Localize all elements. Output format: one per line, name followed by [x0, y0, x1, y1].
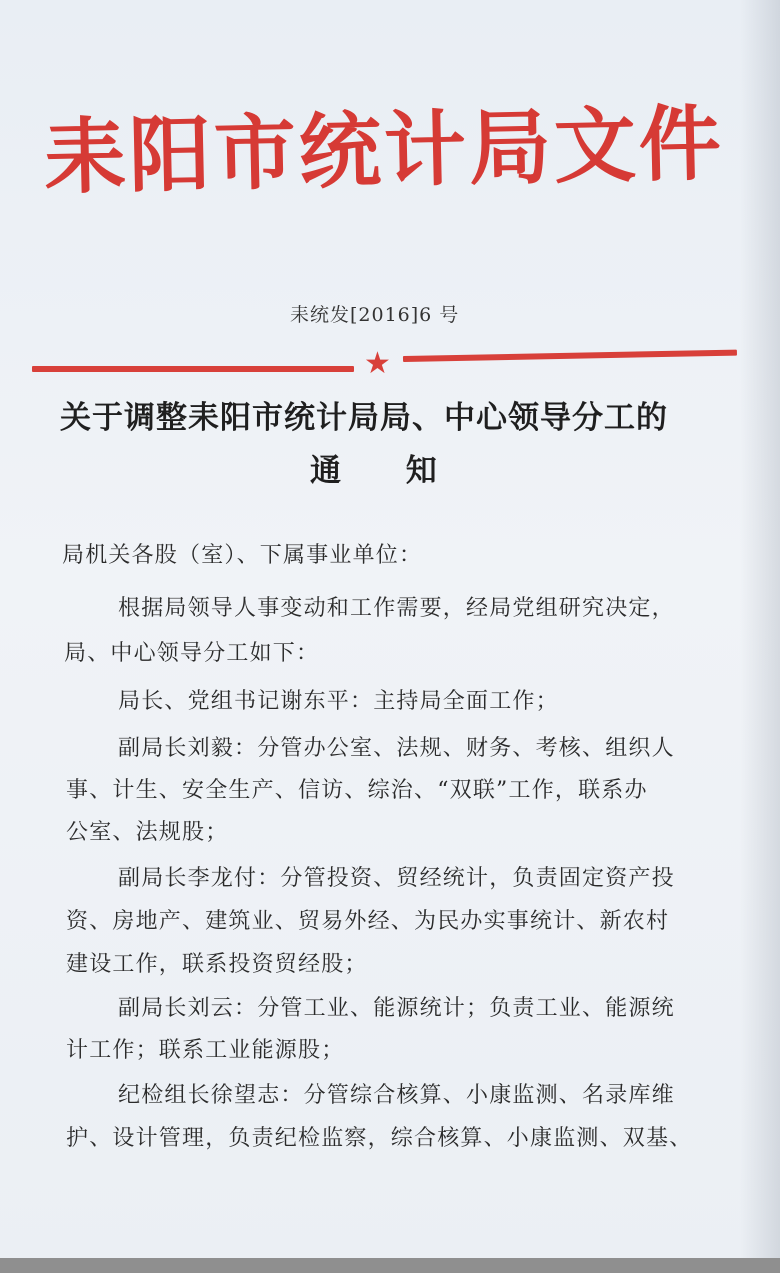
red-rule-right — [403, 350, 737, 362]
page-shadow — [740, 0, 780, 1273]
bottom-edge — [0, 1258, 780, 1273]
notice-title-line-1: 关于调整耒阳市统计局局、中心领导分工的 — [60, 400, 668, 436]
body-line: 局机关各股（室）、下属事业单位： — [62, 543, 423, 568]
body-line: 资、房地产、建筑业、贸易外经、为民办实事统计、新农村 — [66, 909, 670, 934]
body-line: 公室、法规股； — [66, 820, 229, 845]
red-rule-left — [32, 366, 354, 372]
body-line: 局长、党组书记谢东平：主持局全面工作； — [118, 689, 559, 714]
body-line: 根据局领导人事变动和工作需要，经局党组研究决定， — [118, 596, 675, 621]
body-line: 计工作；联系工业能源股； — [66, 1038, 345, 1063]
document-header-title: 耒阳市统计局文件 — [42, 96, 725, 206]
document-number: 耒统发[2016]6 号 — [290, 304, 460, 326]
star-icon: ★ — [364, 346, 391, 381]
body-line: 建设工作，联系投资贸经股； — [66, 952, 368, 977]
body-line: 副局长刘毅：分管办公室、法规、财务、考核、组织人 — [118, 736, 675, 761]
body-line: 副局长李龙付：分管投资、贸经统计，负责固定资产投 — [118, 866, 675, 891]
body-line: 局、中心领导分工如下： — [64, 641, 320, 666]
body-line: 事、计生、安全生产、信访、综治、“双联”工作，联系办 — [66, 778, 648, 803]
body-line: 纪检组长徐望志：分管综合核算、小康监测、名录库维 — [118, 1083, 675, 1108]
body-line: 护、设计管理，负责纪检监察，综合核算、小康监测、双基、 — [66, 1126, 693, 1151]
body-line: 副局长刘云：分管工业、能源统计；负责工业、能源统 — [118, 996, 675, 1021]
notice-title-line-2: 通 知 — [310, 453, 437, 489]
